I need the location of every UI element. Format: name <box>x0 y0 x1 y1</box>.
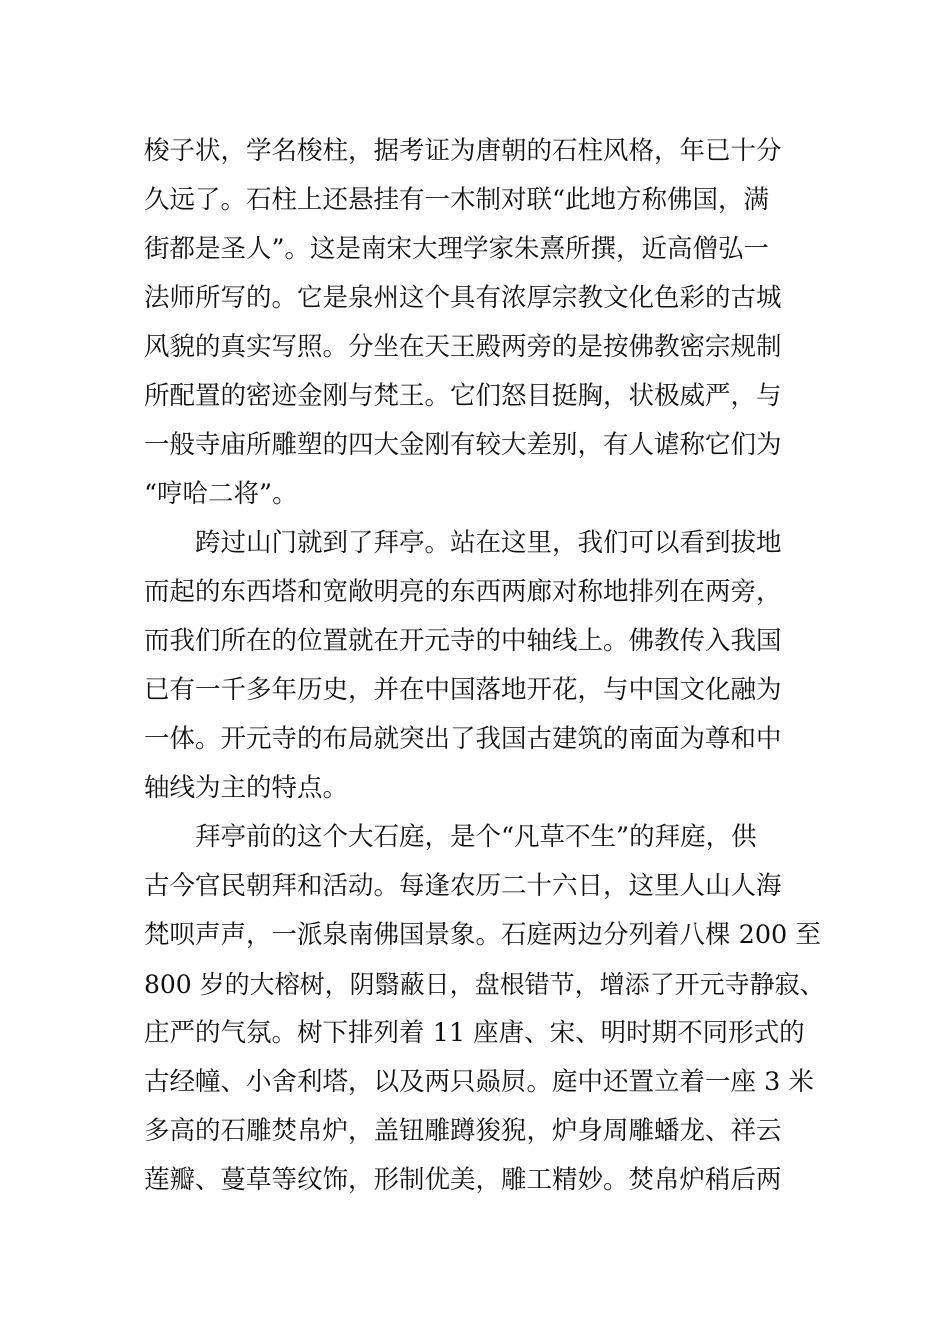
text-line: 梵呗声声，一派泉南佛国景象。石庭两边分列着八棵 200 至 <box>144 920 821 950</box>
text-line: 法师所写的。它是泉州这个具有浓厚宗教文化色彩的古城 <box>144 283 782 313</box>
text-line: “哼哈二将”。 <box>144 479 298 509</box>
text-line: 所配置的密迹金刚与梵王。它们怒目挺胸，状极威严，与 <box>144 381 782 411</box>
text-line: 而我们所在的位置就在开元寺的中轴线上。佛教传入我国 <box>144 626 782 656</box>
text-line: 而起的东西塔和宽敞明亮的东西两廊对称地排列在两旁， <box>144 577 782 607</box>
text-line: 一般寺庙所雕塑的四大金刚有较大差别，有人谑称它们为 <box>144 430 782 460</box>
text-line: 古今官民朝拜和活动。每逢农历二十六日，这里人山人海 <box>144 871 782 901</box>
body-text <box>144 127 824 1205</box>
paragraph-start-line: 拜亭前的这个大石庭，是个“凡草不生”的拜庭，供 <box>144 822 757 852</box>
text-line: 风貌的真实写照。分坐在天王殿两旁的是按佛教密宗规制 <box>144 332 782 362</box>
text-line: 800 岁的大榕树，阴翳蔽日，盘根错节，增添了开元寺静寂、 <box>144 970 825 999</box>
paragraph-start-line: 跨过山门就到了拜亭。站在这里，我们可以看到拔地 <box>144 528 782 558</box>
text-line: 多高的石雕焚帛炉，盖钮雕蹲狻猊，炉身周雕蟠龙、祥云 <box>144 1116 782 1146</box>
text-line: 已有一千多年历史，并在中国落地开花，与中国文化融为 <box>144 675 782 705</box>
text-line: 久远了。石柱上还悬挂有一木制对联“此地方称佛国，满 <box>144 185 770 215</box>
text-line: 古经幢、小舍利塔，以及两只赑屃。庭中还置立着一座 3 米 <box>144 1067 814 1097</box>
text-line: 梭子状，学名梭柱，据考证为唐朝的石柱风格，年已十分 <box>144 136 782 166</box>
text-line: 街都是圣人”。这是南宋大理学家朱熹所撰，近高僧弘一 <box>144 234 770 264</box>
text-line: 一体。开元寺的布局就突出了我国古建筑的南面为尊和中 <box>144 724 782 754</box>
text-line: 轴线为主的特点。 <box>144 773 349 803</box>
text-line: 莲瓣、蔓草等纹饰，形制优美，雕工精妙。焚帛炉稍后两 <box>144 1165 782 1195</box>
text-line: 庄严的气氛。树下排列着 11 座唐、宋、明时期不同形式的 <box>144 1018 805 1048</box>
